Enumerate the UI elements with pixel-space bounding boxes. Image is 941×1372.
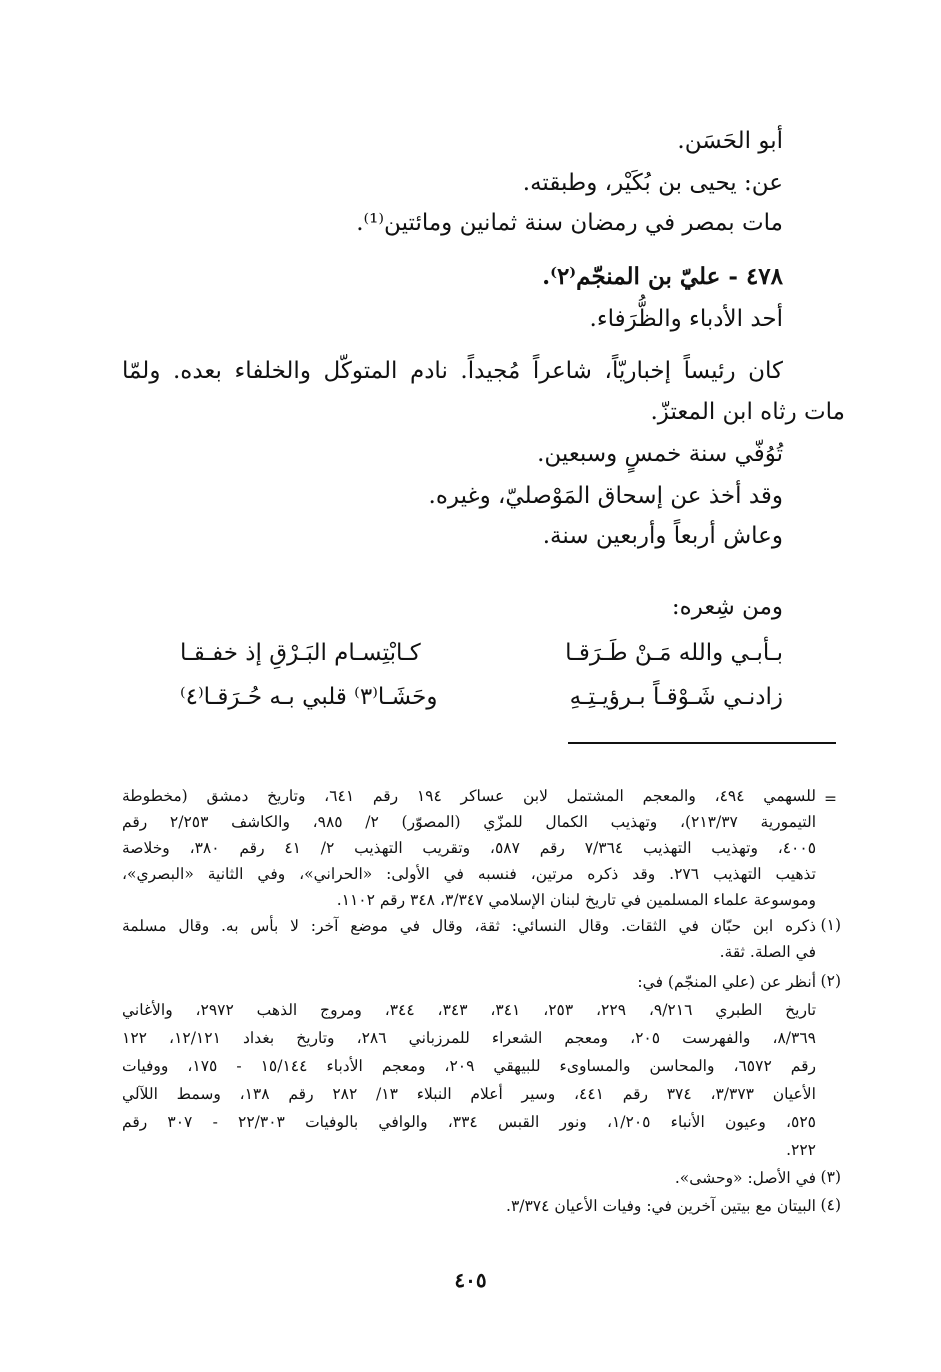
footnote-line: ٤٠٠٥، وتهذيب التهذيب ٧/٣٦٤ رقم ٥٨٧، وتقريب التهذيب ٢/ ٤١ رقم ٣٨٠، وخلاصة — [122, 839, 817, 857]
poem-verse — [180, 640, 783, 666]
verse-hemistich: وحَشَـا⁽٣⁾ قلبي بـه حُـرَقـا⁽٤⁾ — [180, 684, 438, 710]
footnote-line: الأعيان ٣/٣٧٣، ٣٧٤ رقم ٤٤١، وسير أعلام النبلاء ١٣/ ٢٨٢ رقم ١٣٨، وسمط اللآلي — [122, 1085, 816, 1103]
footnote-line: البيتان مع بيتين آخرين في: وفيات الأعيان ٣/٣٧٤. — [506, 1197, 816, 1215]
page-number: ٤٠٥ — [454, 1268, 487, 1292]
footnote-line: تاريخ الطبري ٩/٢١٦، ٢٢٩، ٢٥٣، ٣٤١، ٣٤٣، ٣٤٤، ومروج الذهب ٢٩٧٢، والأغاني — [122, 1001, 817, 1019]
verse-hemistich: كـابْتِسـام البَـرْقِ إذ خفـقـا — [180, 640, 421, 666]
body-line: كان رئيساً إخباريّاً، شاعراً مُجيداً. نادم المتوكّل والخلفاء بعده. ولمّا — [122, 358, 783, 384]
footnote-number: (١) — [820, 916, 841, 934]
verse-hemistich: بـأبـي والله مَـنْ طَـرَقـا — [565, 640, 783, 666]
footnote-line: ٥٢٥، وعيون الأنباء ١/٢٠٥، ونور القبس ٣٣٤، والوافي بالوفيات ٢٢/٣٠٣ - ٣٠٧ رقم — [122, 1113, 816, 1131]
footnote-line: تذهيب التهذيب ٢٧٦. وقد ذكره مرتين، فنسبه في الأولى: «الحراني»، وفي الثانية «البصري»، — [122, 865, 816, 883]
footnote-number: (٤) — [820, 1196, 841, 1214]
footnote-line: التيمورية ٢١٣/٣٧)، وتهذيب الكمال للمزّي (المصوّر) ٢/ ٩٨٥، والكاشف ٢/٢٥٣ رقم — [122, 813, 817, 831]
footnote-line: في الأصل: «وحشى». — [674, 1169, 816, 1187]
body-line: مات رثاه ابن المعتزّ. — [650, 399, 845, 425]
poem-verse — [180, 684, 783, 710]
footnote-line: وموسوعة علماء المسلمين في تاريخ لبنان الإسلامي ٣/٣٤٧، ٣٤٨ رقم ١١٠٢. — [336, 891, 816, 909]
footnote-number: (٢) — [820, 972, 841, 990]
footnote-number: (٣) — [820, 1168, 841, 1186]
body-line: ومن شِعره: — [671, 594, 783, 620]
body-line: وقد أخذ عن إسحاق المَوْصليّ، وغيره. — [428, 483, 783, 509]
footnote-line: ٢٢٢. — [786, 1141, 816, 1159]
body-line: أحد الأدباء والظُّرَفاء. — [589, 306, 783, 332]
footnote-line: ٨/٣٦٩، والفهرست ٢٠٥، ومعجم الشعراء للمرزباني ٢٨٦، وتاريخ بغداد ١٢/١٢١، ١٢٢ — [122, 1029, 816, 1047]
footnote-line: رقم ٦٥٧٢، والمحاسن والمساوىء للبيهقي ٢٠٩، ومعجم الأدباء ١٥/١٤٤ - ١٧٥، ووفيات — [122, 1057, 816, 1075]
body-line: وعاش أربعاً وأربعين سنة. — [542, 523, 783, 549]
body-line: تُوُفّي سنة خمسٍ وسبعين. — [537, 441, 783, 467]
footnote-line: أنظر عن (علي المنجّم) في: — [637, 973, 816, 991]
footnote-line: ذكره ابن حبّان في الثقات. وقال النسائي: ثقة، وقال في موضع آخر: لا بأس به. وقال مسلمة — [122, 917, 816, 935]
body-line: أبو الحَسَن. — [677, 128, 783, 154]
body-line: عن: يحيى بن بُكَيْر، وطبقته. — [522, 170, 783, 196]
footnote-divider — [568, 742, 836, 744]
verse-hemistich: زادنـي شَـوْقـاً بـرؤيـتِـهِ — [569, 684, 783, 710]
entry-heading: ٤٧٨ - عليّ بن المنجّم⁽٢⁾. — [542, 263, 783, 290]
footnote-line: للسهمي ٤٩٤، والمعجم المشتمل لابن عساكر ١٩٤ رقم ٦٤١، وتاريخ دمشق (مخطوطة — [122, 787, 816, 805]
footnote-continuation-marker: = — [824, 790, 837, 808]
footnote-line: في الصلة. ثقة. — [719, 943, 816, 961]
body-line: مات بمصر في رمضان سنة ثمانين ومائتين⁽¹⁾. — [356, 210, 783, 236]
